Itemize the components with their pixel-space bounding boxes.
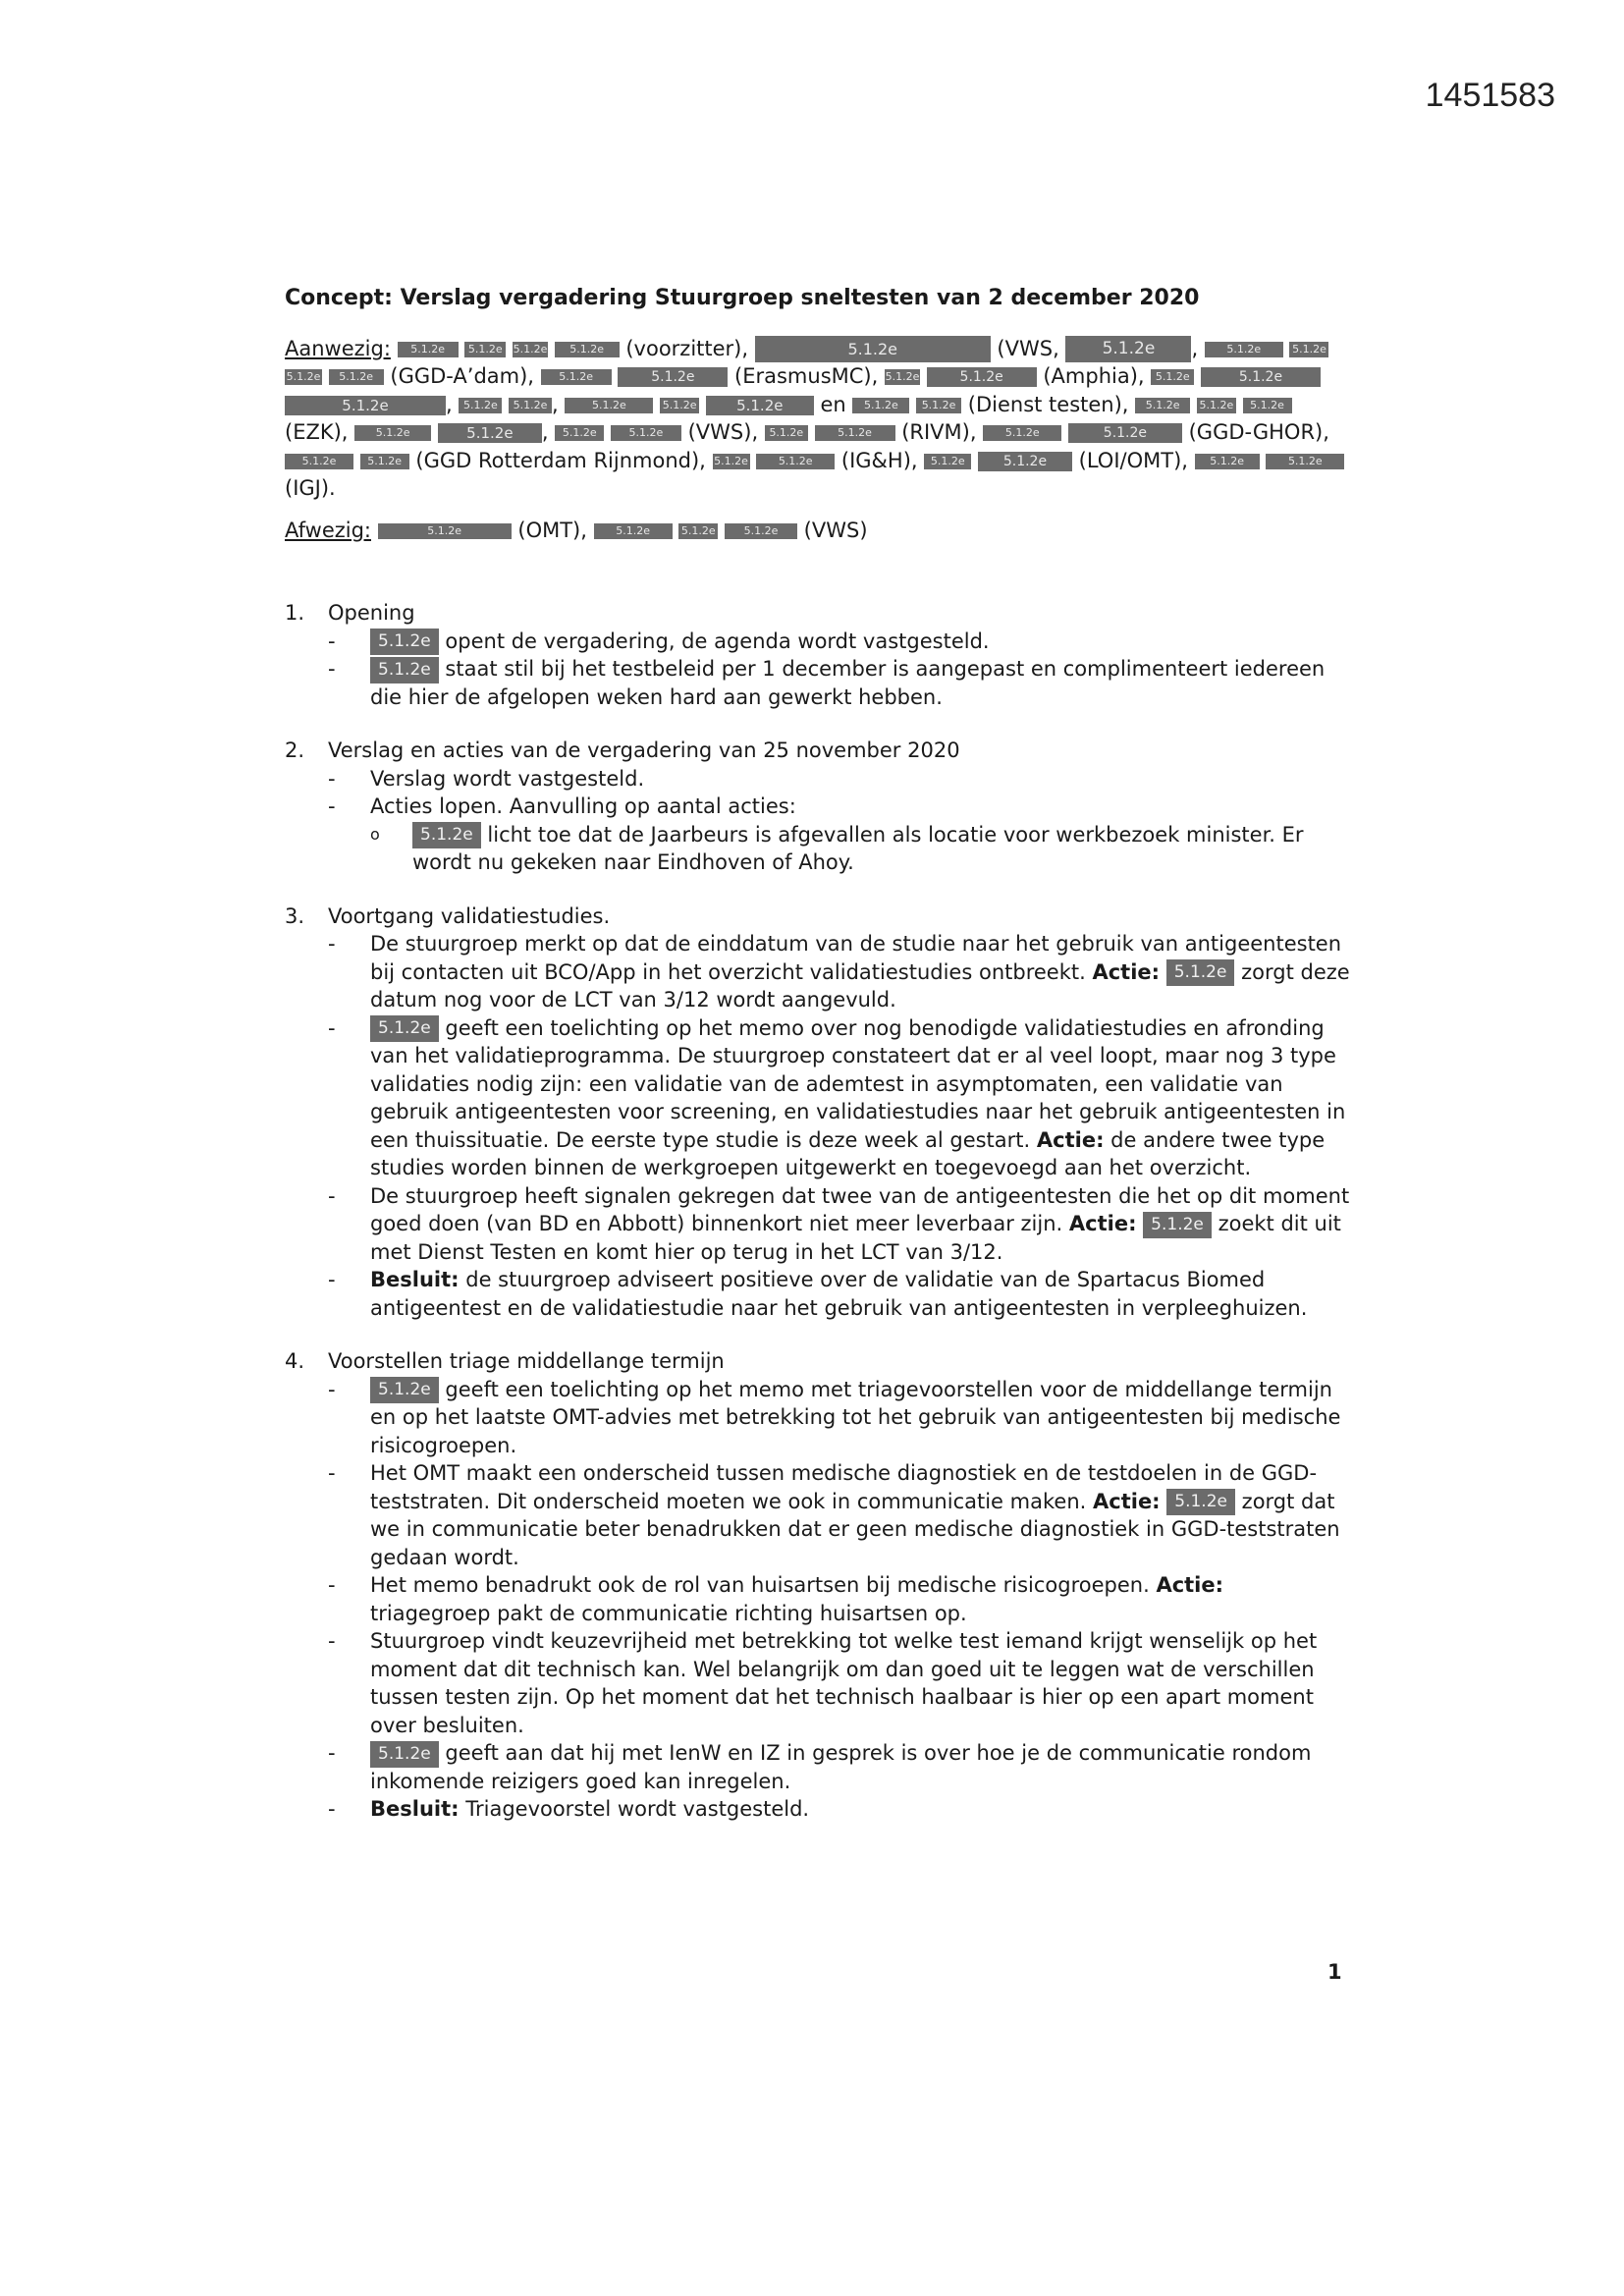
redaction: 5.1.2e [756,454,835,469]
redaction: 5.1.2e [285,396,446,415]
redaction: 5.1.2e [1201,367,1321,387]
list-item: - Stuurgroep vindt keuzevrijheid met betrekking tot welke test iemand krijgt wenselijk op het moment dat dit technisch kan. Wel belangrijk om dan goed uit te leggen wat de verschillen tussen testen zijn. Op het moment dat het technisch haalbaar is hier op een apart moment over besluiten. [328,1629,1318,1737]
redaction: 5.1.2e [565,398,653,413]
redaction: 5.1.2e [370,657,439,683]
org-text: (VWS) [803,518,868,542]
redaction: 5.1.2e [412,822,481,848]
redaction: 5.1.2e [1151,369,1194,385]
redaction: 5.1.2e [1289,342,1328,357]
redaction: 5.1.2e [765,425,808,441]
redaction: 5.1.2e [285,454,353,469]
agenda-item [285,599,1350,711]
org-text: (OMT), [517,518,587,542]
org-text: (GGD Rotterdam Rijnmond), [415,448,706,472]
decision-label: Besluit: [370,1268,460,1291]
list-item: - Het OMT maakt een onderscheid tussen medische diagnostiek en de testdoelen in de GGD-teststraten. Dit onderscheid moeten we ook in communicatie maken. Actie: 5.1.2e zorgt dat we in communicatie beter benadrukken dat er geen medische diagnostiek in GGD-teststraten gedaan wordt. [328,1461,1340,1569]
redaction: 5.1.2e [678,523,718,539]
org-text: (Dienst testen), [967,392,1129,416]
list-item: - Verslag wordt vastgesteld. [328,766,645,791]
org-text: (IGJ). [285,476,336,500]
redaction: 5.1.2e [1143,1212,1212,1238]
item-number: 1. [285,601,305,625]
list-item: - 5.1.2e staat stil bij het testbeleid per 1 december is aangepast en complimenteert iedereen die hier de afgelopen weken hard aan gewerkt hebben. [328,657,1326,709]
item-number: 2. [285,738,305,762]
list-item: - De stuurgroep merkt op dat de einddatum van de studie naar het gebruik van antigeentesten bij contacten uit BCO/App in het overzicht validatiestudies ontbreekt. Actie: 5.1.2e zorgt deze datum nog voor de LCT van 3/12 wordt aangevuld. [328,932,1350,1011]
redaction: 5.1.2e [1266,454,1344,469]
sub-list-item: o 5.1.2e licht toe dat de Jaarbeurs is afgevallen als locatie voor werkbezoek minister. Er wordt nu gekeken naar Eindhoven of Ahoy. [370,822,1304,874]
decision-label: Besluit: [370,1797,460,1821]
redaction: 5.1.2e [513,342,548,355]
absent-label: Afwezig: [285,518,371,542]
redaction: 5.1.2e [360,454,409,469]
agenda-item [285,737,1350,877]
org-text: en [820,392,846,416]
redaction: 5.1.2e [916,398,961,413]
redaction: 5.1.2e [1197,398,1236,413]
redaction: 5.1.2e [370,1015,439,1042]
redaction: 5.1.2e [1205,342,1283,357]
list-item: - 5.1.2e geeft aan dat hij met IenW en IZ in gesprek is over hoe je de communicatie rondom inkomende reizigers goed kan inregelen. [328,1741,1312,1793]
redaction: 5.1.2e [1166,1489,1235,1515]
item-heading: Voortgang validatiestudies. [328,903,611,928]
redaction: 5.1.2e [370,1377,439,1403]
item-heading: Verslag en acties van de vergadering van 25 november 2020 [328,738,960,762]
redaction: 5.1.2e [459,398,502,413]
redaction: 5.1.2e [618,367,728,387]
redaction: 5.1.2e [329,369,384,385]
redaction: 5.1.2e [927,367,1037,387]
org-text: (GGD-GHOR), [1188,420,1329,444]
action-label: Actie: [1093,1489,1161,1513]
item-heading: Voorstellen triage middellange termijn [328,1349,725,1373]
redaction: 5.1.2e [378,523,512,539]
redaction: 5.1.2e [755,336,991,362]
org-text: (LOI/OMT), [1078,448,1188,472]
redaction: 5.1.2e [464,342,506,357]
redaction: 5.1.2e [706,396,814,415]
redaction: 5.1.2e [370,1741,439,1768]
org-text: (voorzitter), [625,336,749,360]
redaction: 5.1.2e [286,370,321,383]
redaction: 5.1.2e [924,454,971,469]
redaction: 5.1.2e [660,398,699,413]
action-label: Actie: [1068,1212,1137,1235]
org-text: (IG&H), [840,448,918,472]
redaction: 5.1.2e [885,370,920,383]
list-item: - 5.1.2e geeft een toelichting op het memo met triagevoorstellen voor de middellange termijn en op het laatste OMT-advies met betrekking tot het gebruik van antigeentesten bij medische risicogroepen. [328,1377,1341,1457]
list-item: - 5.1.2e geeft een toelichting op het memo over nog benodigde validatiestudies en afronding van het validatieprogramma. De stuurgroep constateert dat er al veel loopt, maar nog 3 type validaties nodig zijn: een validatie van de ademtest in asymptomaten, een validatie van gebruik antigeentesten voor screening, en validatiestudies naar het gebruik antigeentesten in een thuissituatie. De eerste type studie is deze week al gestart. Actie: de andere twee type studies worden binnen de werkgroepen uitgewerkt en toegevoegd aan het overzicht. [328,1015,1346,1179]
attendance-present: Aanwezig: 5.1.2e 5.1.2e 5.1.2e 5.1.2e (voorzitter), 5.1.2e (VWS, 5.1.2e , 5.1.2e 5.1.2e 5.1.2e 5.1.2e (GGD-A’dam), 5.1.2e 5.1.2e (ErasmusMC), 5.1.2e 5.1.2e (Amphia), 5.1.2e 5.1.2e 5.1.2e , 5.1.2e 5.1.2e , 5.1.2e 5.1.2e 5.1.2e en 5.1.2e 5.1.2e (Dienst testen), 5.1.2e 5.1.2e 5.1.2e (EZK), 5.1.2e 5.1.2e , 5.1.2e 5.1.2e (VWS), 5.1.2e 5.1.2e (RIVM), 5.1.2e 5.1.2e (GGD-GHOR), 5.1.2e 5.1.2e (GGD Rotterdam Rijnmond), 5.1.2e 5.1.2e (IG&H), 5.1.2e 5.1.2e (LOI/OMT), 5.1.2e 5.1.2e (IGJ). [285,335,1350,503]
redaction: 5.1.2e [438,423,542,443]
item-number: 4. [285,1349,305,1373]
redaction: 5.1.2e [714,454,748,467]
redaction: 5.1.2e [1135,398,1190,413]
document-number: 1451583 [1425,77,1555,114]
redaction: 5.1.2e [398,342,459,357]
redaction: 5.1.2e [1243,398,1292,413]
redaction: 5.1.2e [594,523,673,539]
agenda-item [285,1347,1350,1824]
org-text: (RIVM), [901,420,977,444]
redaction: 5.1.2e [978,452,1072,471]
action-label: Actie: [1156,1573,1224,1597]
redaction: 5.1.2e [1166,959,1235,986]
redaction: 5.1.2e [725,523,797,539]
org-text: (Amphia), [1043,364,1145,388]
org-text: (GGD-A’dam), [390,364,534,388]
redaction: 5.1.2e [555,342,620,357]
redaction: 5.1.2e [983,425,1061,441]
page-title: Concept: Verslag vergadering Stuurgroep sneltesten van 2 december 2020 [285,286,1200,310]
redaction: 5.1.2e [354,425,431,441]
redaction: 5.1.2e [852,398,909,413]
redaction: 5.1.2e [555,425,604,441]
org-text: (EZK), [285,420,349,444]
list-item: - Besluit: de stuurgroep adviseert positieve over de validatie van de Spartacus Biomed antigeentest en de validatiestudie naar het gebruik van antigeentesten in verpleeghuizen. [328,1268,1308,1320]
action-label: Actie: [1092,959,1161,984]
item-heading: Opening [328,601,415,625]
document-body [285,285,1350,1849]
action-label: Actie: [1036,1127,1105,1152]
list-item: - 5.1.2e opent de vergadering, de agenda wordt vastgesteld. [328,628,1350,656]
page-number: 1 [1327,1960,1342,1984]
present-label: Aanwezig: [285,336,391,360]
list-item: - Acties lopen. Aanvulling op aantal acties: [328,794,796,818]
org-text: (VWS, [997,336,1059,360]
org-text: (ErasmusMC), [734,364,879,388]
redaction: 5.1.2e [1068,423,1182,443]
item-number: 3. [285,903,305,928]
org-text: (VWS), [687,420,759,444]
list-item: - Het memo benadrukt ook de rol van huisartsen bij medische risicogroepen. Actie: triagegroep pakt de communicatie richting huisartsen op. [328,1573,1224,1625]
agenda-item [285,902,1350,1323]
attendance-absent [285,517,1350,545]
redaction: 5.1.2e [815,425,895,441]
redaction: 5.1.2e [370,629,439,655]
agenda-list [285,599,1350,1824]
redaction: 5.1.2e [509,398,552,413]
redaction: 5.1.2e [541,369,612,385]
redaction: 5.1.2e [1195,454,1260,469]
list-item: - Besluit: Triagevoorstel wordt vastgesteld. [328,1797,810,1821]
list-item: - De stuurgroep heeft signalen gekregen dat twee van de antigeentesten die het op dit moment goed doen (van BD en Abbott) binnenkort niet meer leverbaar zijn. Actie: 5.1.2e zoekt dit uit met Dienst Testen en komt hier op terug in het LCT van 3/12. [328,1183,1350,1264]
redaction: 5.1.2e [1065,336,1191,362]
redaction: 5.1.2e [611,425,681,441]
